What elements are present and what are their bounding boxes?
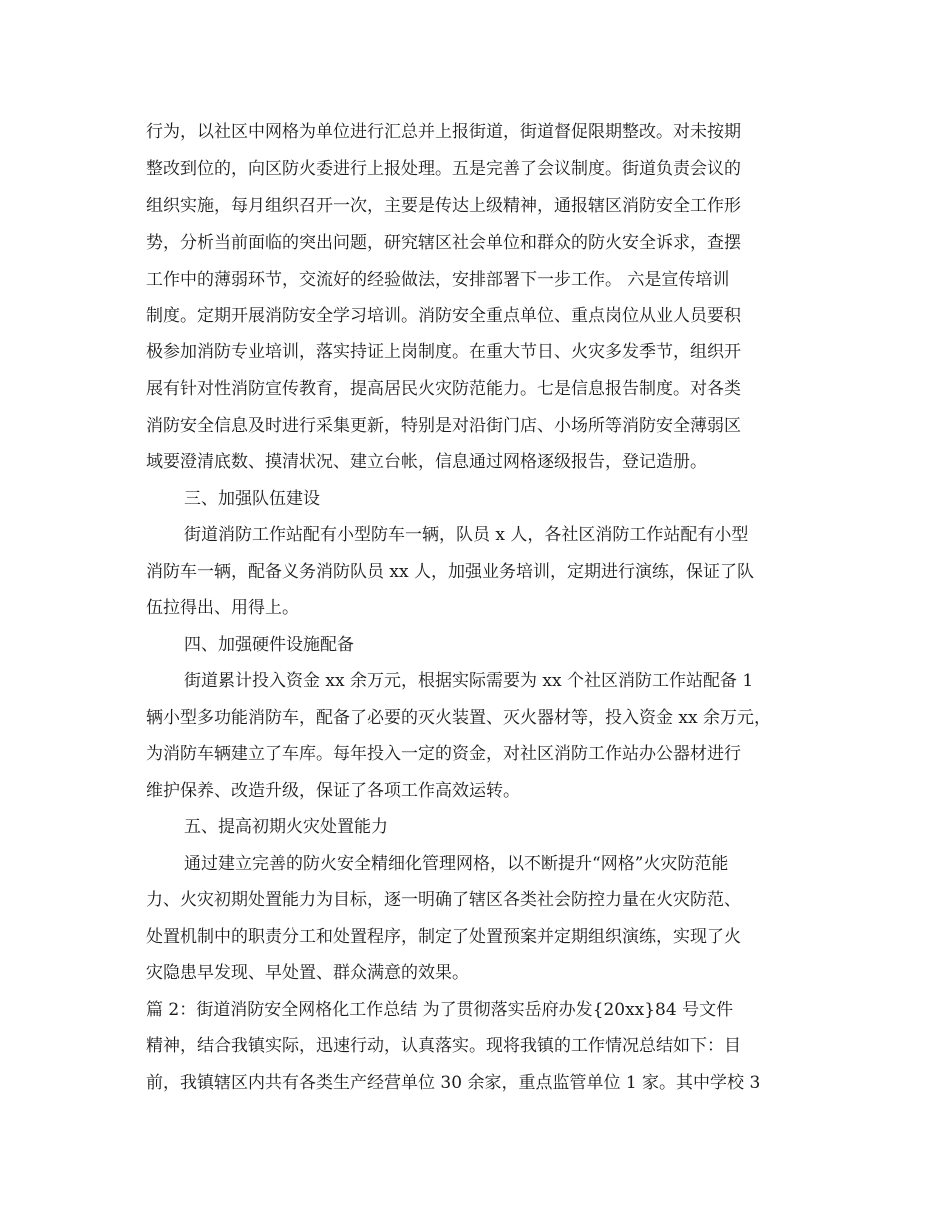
paragraph-line: 消防车一辆，配备义务消防队员 xx 人，加强业务培训，定期进行演练，保证了队 (146, 562, 754, 582)
paragraph-line: 处置机制中的职责分工和处置程序，制定了处置预案并定期组织演练，实现了火 (146, 927, 741, 947)
paragraph-line: 伍拉得出、用得上。 (146, 598, 299, 618)
paragraph-line: 展有针对性消防宣传教育，提高居民火灾防范能力。七是信息报告制度。对各类 (146, 379, 741, 399)
paragraph-line: 域要澄清底数、摸清状况、建立台帐，信息通过网格逐级报告，登记造册。 (146, 452, 707, 472)
article-heading-line: 篇 2：街道消防安全网格化工作总结 为了贯彻落实岳府办发{20xx}84 号文件 (146, 1000, 734, 1020)
paragraph-line: 辆小型多功能消防车，配备了必要的灭火装置、灭火器材等，投入资金 xx 余万元， (146, 708, 771, 728)
paragraph-line: 制度。定期开展消防安全学习培训。消防安全重点单位、重点岗位从业人员要积 (146, 306, 741, 326)
paragraph-line: 消防安全信息及时进行采集更新，特别是对沿街门店、小场所等消防安全薄弱区 (146, 416, 741, 436)
paragraph-line: 精神，结合我镇实际，迅速行动，认真落实。现将我镇的工作情况总结如下：目 (146, 1036, 741, 1056)
paragraph-line: 工作中的薄弱环节，交流好的经验做法，安排部署下一步工作。 六是宣传培训 (146, 270, 730, 290)
paragraph-line: 整改到位的，向区防火委进行上报处理。五是完善了会议制度。街道负责会议的 (146, 159, 741, 179)
paragraph-line: 通过建立完善的防火安全精细化管理网格，以不断提升“网格”火灾防范能 (184, 854, 729, 874)
paragraph-line: 势，分析当前面临的突出问题，研究辖区社会单位和群众的防火安全诉求，查摆 (146, 233, 741, 253)
paragraph-line: 极参加消防专业培训，落实持证上岗制度。在重大节日、火灾多发季节，组织开 (146, 342, 741, 362)
paragraph-line: 街道消防工作站配有小型防车一辆，队员 x 人，各社区消防工作站配有小型 (184, 525, 749, 545)
paragraph-line: 力、火灾初期处置能力为目标，逐一明确了辖区各类社会防控力量在火灾防范、 (146, 890, 741, 910)
paragraph-line: 街道累计投入资金 xx 余万元，根据实际需要为 xx 个社区消防工作站配备 1 (184, 671, 754, 691)
section-heading-team: 三、加强队伍建设 (184, 489, 320, 509)
section-heading-hardware: 四、加强硬件设施配备 (184, 635, 354, 655)
paragraph-line: 维护保养、改造升级，保证了各项工作高效运转。 (146, 781, 520, 801)
section-heading-fire-response: 五、提高初期火灾处置能力 (184, 817, 388, 837)
paragraph-line: 组织实施，每月组织召开一次，主要是传达上级精神，通报辖区消防安全工作形 (146, 196, 741, 216)
paragraph-line: 前，我镇辖区内共有各类生产经营单位 30 余家，重点监管单位 1 家。其中学校 3 (146, 1073, 761, 1093)
paragraph-line: 为消防车辆建立了车库。每年投入一定的资金，对社区消防工作站办公器材进行 (146, 744, 741, 764)
paragraph-line: 行为，以社区中网格为单位进行汇总并上报街道，街道督促限期整改。对未按期 (146, 122, 741, 142)
paragraph-line: 灾隐患早发现、早处置、群众满意的效果。 (146, 963, 469, 983)
